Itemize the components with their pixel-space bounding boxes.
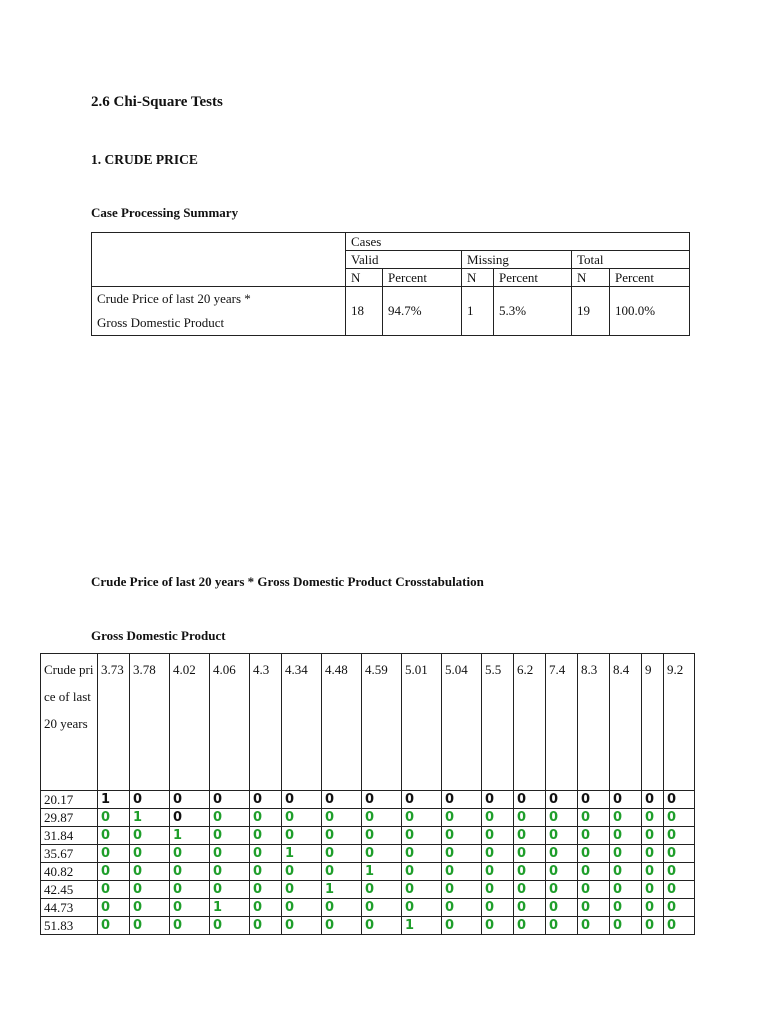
table-row — [41, 917, 695, 935]
count-cell: 0 — [642, 827, 664, 845]
column-header: 4.3 — [250, 654, 282, 791]
crosstab-subtitle: Gross Domestic Product — [91, 628, 226, 643]
row-label: 40.82 — [41, 863, 98, 881]
count-cell: 0 — [98, 827, 130, 845]
missing-n-header: N — [462, 269, 494, 287]
count-cell: 1 — [170, 827, 210, 845]
count-cell: 0 — [578, 809, 610, 827]
count-cell: 0 — [642, 845, 664, 863]
count-cell: 0 — [610, 899, 642, 917]
table-row — [41, 881, 695, 899]
count-cell: 0 — [282, 863, 322, 881]
count-cell: 0 — [322, 899, 362, 917]
count-cell: 0 — [610, 845, 642, 863]
count-cell: 0 — [482, 863, 514, 881]
count-cell: 0 — [170, 881, 210, 899]
count-cell: 0 — [642, 809, 664, 827]
count-cell: 0 — [362, 899, 402, 917]
count-cell: 1 — [282, 845, 322, 863]
column-header: 5.01 — [402, 654, 442, 791]
total-n-header: N — [572, 269, 610, 287]
count-cell: 0 — [642, 899, 664, 917]
count-cell: 0 — [250, 863, 282, 881]
count-cell: 0 — [610, 827, 642, 845]
table-row — [41, 791, 695, 809]
count-cell: 0 — [482, 791, 514, 809]
count-cell: 0 — [210, 809, 250, 827]
count-cell: 0 — [514, 917, 546, 935]
count-cell: 0 — [664, 791, 695, 809]
count-cell: 0 — [170, 809, 210, 827]
column-header: 3.78 — [130, 654, 170, 791]
count-cell: 0 — [130, 899, 170, 917]
column-header: 4.59 — [362, 654, 402, 791]
case-summary-title: Case Processing Summary — [91, 205, 239, 220]
count-cell: 0 — [210, 791, 250, 809]
count-cell: 0 — [546, 809, 578, 827]
table-row — [41, 809, 695, 827]
total-header: Total — [572, 251, 690, 269]
valid-percent-value: 94.7% — [383, 287, 462, 336]
count-cell: 0 — [546, 917, 578, 935]
column-header: 5.04 — [442, 654, 482, 791]
count-cell: 0 — [402, 827, 442, 845]
cases-header: Cases — [346, 233, 690, 251]
section-title: 2.6 Chi-Square Tests — [91, 94, 223, 110]
count-cell: 0 — [362, 845, 402, 863]
valid-header: Valid — [346, 251, 462, 269]
table-row — [41, 827, 695, 845]
count-cell: 0 — [170, 917, 210, 935]
count-cell: 0 — [514, 881, 546, 899]
row-label: 20.17 — [41, 791, 98, 809]
count-cell: 0 — [546, 827, 578, 845]
column-header: 4.34 — [282, 654, 322, 791]
count-cell: 0 — [402, 809, 442, 827]
count-cell: 0 — [98, 917, 130, 935]
count-cell: 0 — [130, 845, 170, 863]
count-cell: 0 — [130, 881, 170, 899]
count-cell: 0 — [442, 881, 482, 899]
count-cell: 0 — [170, 845, 210, 863]
count-cell: 0 — [322, 845, 362, 863]
total-percent-value: 100.0% — [610, 287, 690, 336]
crosstab-title: Crude Price of last 20 years * Gross Domestic Product Crosstabulation — [91, 574, 484, 589]
count-cell: 0 — [442, 827, 482, 845]
empty-header-cell — [92, 233, 346, 287]
count-cell: 0 — [482, 881, 514, 899]
count-cell: 0 — [546, 863, 578, 881]
crosstab-table — [40, 653, 695, 935]
count-cell: 0 — [98, 809, 130, 827]
summary-row-label-line2: Gross Domestic Product — [97, 315, 225, 330]
table-row — [41, 845, 695, 863]
count-cell: 0 — [402, 863, 442, 881]
count-cell: 0 — [322, 863, 362, 881]
count-cell: 0 — [482, 899, 514, 917]
count-cell: 0 — [362, 827, 402, 845]
count-cell: 0 — [282, 899, 322, 917]
count-cell: 0 — [250, 917, 282, 935]
row-label: 35.67 — [41, 845, 98, 863]
count-cell: 0 — [610, 809, 642, 827]
count-cell: 0 — [514, 863, 546, 881]
subsection-title: 1. CRUDE PRICE — [91, 152, 198, 167]
count-cell: 0 — [642, 881, 664, 899]
column-header: 9.2 — [664, 654, 695, 791]
count-cell: 0 — [98, 863, 130, 881]
count-cell: 0 — [482, 917, 514, 935]
count-cell: 0 — [362, 917, 402, 935]
count-cell: 0 — [442, 899, 482, 917]
count-cell: 0 — [210, 881, 250, 899]
count-cell: 0 — [514, 809, 546, 827]
count-cell: 0 — [130, 827, 170, 845]
count-cell: 0 — [250, 791, 282, 809]
count-cell: 1 — [98, 791, 130, 809]
count-cell: 0 — [578, 827, 610, 845]
column-header: 4.48 — [322, 654, 362, 791]
count-cell: 0 — [98, 899, 130, 917]
count-cell: 0 — [322, 917, 362, 935]
count-cell: 0 — [210, 845, 250, 863]
count-cell: 0 — [610, 917, 642, 935]
column-header: 7.4 — [546, 654, 578, 791]
count-cell: 0 — [250, 809, 282, 827]
summary-row-label-line1: Crude Price of last 20 years * — [97, 291, 251, 306]
count-cell: 0 — [170, 791, 210, 809]
count-cell: 0 — [664, 881, 695, 899]
count-cell: 0 — [664, 917, 695, 935]
column-header: 3.73 — [98, 654, 130, 791]
valid-percent-header: Percent — [383, 269, 462, 287]
count-cell: 0 — [210, 863, 250, 881]
column-header: 8.3 — [578, 654, 610, 791]
column-header: 9 — [642, 654, 664, 791]
count-cell: 0 — [322, 791, 362, 809]
count-cell: 0 — [642, 917, 664, 935]
missing-percent-header: Percent — [494, 269, 572, 287]
count-cell: 0 — [402, 899, 442, 917]
count-cell: 0 — [250, 881, 282, 899]
column-header: 4.02 — [170, 654, 210, 791]
count-cell: 0 — [362, 809, 402, 827]
valid-n-header: N — [346, 269, 383, 287]
count-cell: 0 — [362, 881, 402, 899]
count-cell: 0 — [642, 863, 664, 881]
row-header-cell: Crude price of last 20 years — [41, 654, 98, 791]
count-cell: 0 — [402, 845, 442, 863]
count-cell: 0 — [130, 863, 170, 881]
count-cell: 0 — [664, 845, 695, 863]
count-cell: 0 — [482, 809, 514, 827]
count-cell: 0 — [610, 881, 642, 899]
row-label: 44.73 — [41, 899, 98, 917]
count-cell: 0 — [578, 845, 610, 863]
count-cell: 1 — [402, 917, 442, 935]
count-cell: 0 — [210, 827, 250, 845]
count-cell: 0 — [98, 845, 130, 863]
count-cell: 0 — [546, 791, 578, 809]
count-cell: 0 — [514, 827, 546, 845]
count-cell: 0 — [578, 899, 610, 917]
table-row — [41, 899, 695, 917]
count-cell: 0 — [130, 791, 170, 809]
count-cell: 0 — [282, 917, 322, 935]
count-cell: 0 — [170, 863, 210, 881]
count-cell: 0 — [482, 827, 514, 845]
count-cell: 0 — [210, 917, 250, 935]
total-n-value: 19 — [572, 287, 610, 336]
count-cell: 0 — [664, 809, 695, 827]
count-cell: 1 — [362, 863, 402, 881]
count-cell: 0 — [282, 791, 322, 809]
count-cell: 0 — [322, 827, 362, 845]
count-cell: 0 — [546, 899, 578, 917]
count-cell: 0 — [546, 881, 578, 899]
count-cell: 0 — [610, 863, 642, 881]
count-cell: 0 — [130, 917, 170, 935]
count-cell: 0 — [578, 917, 610, 935]
column-header: 5.5 — [482, 654, 514, 791]
count-cell: 0 — [282, 881, 322, 899]
valid-n-value: 18 — [346, 287, 383, 336]
missing-n-value: 1 — [462, 287, 494, 336]
count-cell: 0 — [642, 791, 664, 809]
row-label: 31.84 — [41, 827, 98, 845]
count-cell: 1 — [322, 881, 362, 899]
count-cell: 0 — [578, 791, 610, 809]
column-header: 6.2 — [514, 654, 546, 791]
count-cell: 1 — [210, 899, 250, 917]
count-cell: 0 — [442, 917, 482, 935]
count-cell: 0 — [546, 845, 578, 863]
column-header: 4.06 — [210, 654, 250, 791]
count-cell: 0 — [514, 845, 546, 863]
count-cell: 0 — [402, 791, 442, 809]
count-cell: 0 — [664, 899, 695, 917]
row-label: 42.45 — [41, 881, 98, 899]
row-label: 29.87 — [41, 809, 98, 827]
column-header: 8.4 — [610, 654, 642, 791]
count-cell: 0 — [664, 827, 695, 845]
count-cell: 0 — [514, 899, 546, 917]
count-cell: 0 — [442, 845, 482, 863]
count-cell: 0 — [282, 809, 322, 827]
count-cell: 0 — [322, 809, 362, 827]
count-cell: 0 — [514, 791, 546, 809]
row-label: 51.83 — [41, 917, 98, 935]
count-cell: 0 — [250, 845, 282, 863]
count-cell: 0 — [282, 827, 322, 845]
count-cell: 0 — [170, 899, 210, 917]
count-cell: 0 — [482, 845, 514, 863]
count-cell: 0 — [362, 791, 402, 809]
table-row — [41, 863, 695, 881]
count-cell: 0 — [578, 863, 610, 881]
missing-percent-value: 5.3% — [494, 287, 572, 336]
summary-row-label — [92, 287, 346, 336]
count-cell: 1 — [130, 809, 170, 827]
count-cell: 0 — [442, 791, 482, 809]
case-processing-summary-table — [91, 232, 690, 336]
count-cell: 0 — [402, 881, 442, 899]
count-cell: 0 — [250, 827, 282, 845]
total-percent-header: Percent — [610, 269, 690, 287]
count-cell: 0 — [250, 899, 282, 917]
count-cell: 0 — [98, 881, 130, 899]
count-cell: 0 — [578, 881, 610, 899]
count-cell: 0 — [664, 863, 695, 881]
count-cell: 0 — [442, 863, 482, 881]
count-cell: 0 — [442, 809, 482, 827]
count-cell: 0 — [610, 791, 642, 809]
missing-header: Missing — [462, 251, 572, 269]
